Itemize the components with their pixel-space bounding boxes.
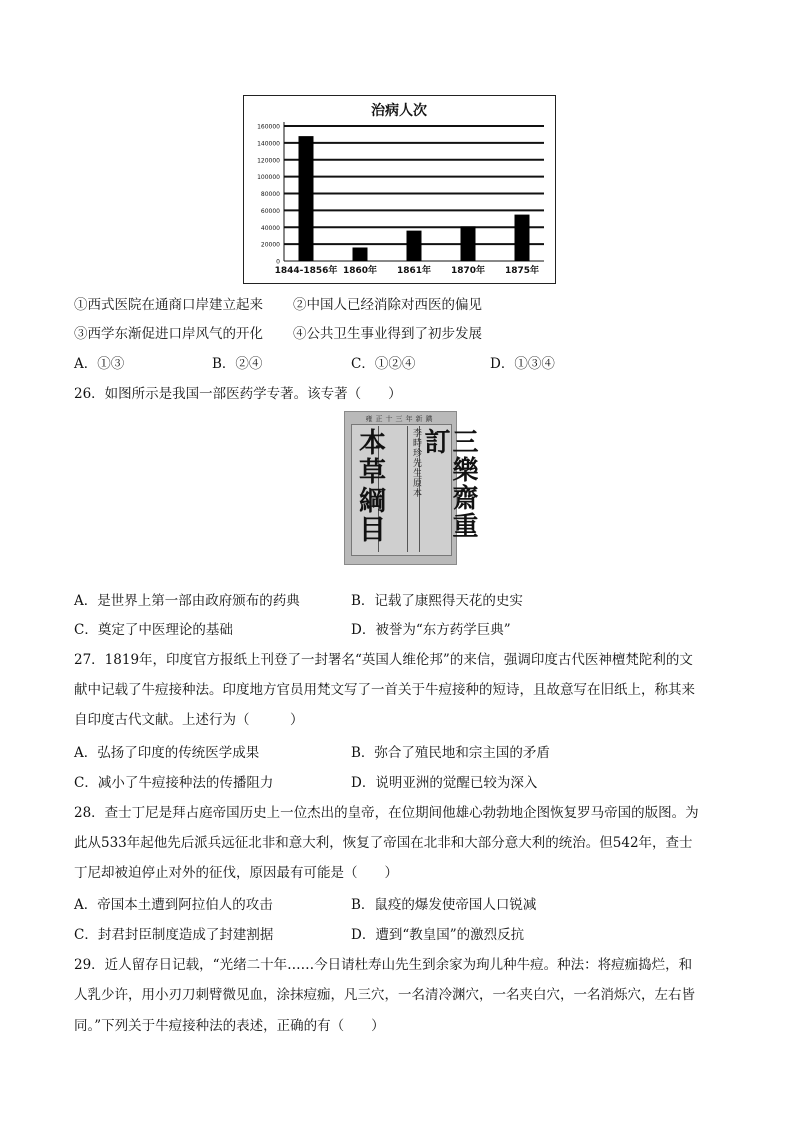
y-tick-label: 140000 bbox=[257, 140, 280, 148]
q28-choice-d[interactable]: D．遭到“教皇国”的激烈反抗 bbox=[351, 927, 525, 943]
y-tick-label: 100000 bbox=[257, 174, 280, 182]
q28-choice-a[interactable]: A．帝国本土遭到阿拉伯人的攻击 bbox=[74, 897, 273, 913]
x-tick-label: 1870年 bbox=[450, 266, 486, 276]
q26-choice-a[interactable]: A．是世界上第一部由政府颁布的药典 bbox=[74, 593, 300, 609]
q27-choice-d[interactable]: D．说明亚洲的觉醒已较为深入 bbox=[351, 775, 538, 791]
q25-option-4: ④公共卫生事业得到了初步发展 bbox=[293, 326, 482, 342]
q25-option-1: ①西式医院在通商口岸建立起来 bbox=[74, 297, 263, 313]
x-tick-label: 1861年 bbox=[396, 266, 432, 276]
y-tick-label: 120000 bbox=[257, 157, 280, 165]
q26-choice-d[interactable]: D．被誉为“东方药学巨典” bbox=[351, 622, 511, 638]
y-tick-label: 80000 bbox=[260, 191, 280, 198]
bar bbox=[353, 248, 368, 262]
bar bbox=[461, 226, 476, 261]
q25-option-2: ②中国人已经消除对西医的偏见 bbox=[293, 297, 482, 313]
q26-choice-b[interactable]: B．记载了康熙得天花的史实 bbox=[351, 593, 523, 609]
q26-choice-c[interactable]: C．奠定了中医理论的基础 bbox=[74, 622, 233, 638]
bar bbox=[515, 215, 530, 261]
y-tick-label: 40000 bbox=[260, 224, 280, 232]
x-tick-label: 1860年 bbox=[342, 266, 378, 276]
book-top-label: 雍正十三年新鐫 bbox=[365, 415, 436, 423]
book-publisher: 三樂齋重訂 bbox=[420, 428, 478, 540]
q25-choice-b[interactable]: B．②④ bbox=[212, 356, 263, 372]
q28-stem-line-1: 28．查士丁尼是拜占庭帝国历史上一位杰出的皇帝，在位期间他雄心勃勃地企图恢复罗马帝国的版图。为 bbox=[74, 805, 699, 821]
q29-stem-line-3: 同。”下列关于牛痘接种法的表述，正确的有（ ） bbox=[74, 1018, 385, 1034]
chart-title: 治病人次 bbox=[371, 103, 427, 119]
q28-stem-line-3: 丁尼却被迫停止对外的征伐，原因最有可能是（ ） bbox=[74, 865, 398, 881]
y-tick-label: 0 bbox=[276, 258, 280, 266]
x-tick-label: 1844-1856年 bbox=[274, 266, 338, 276]
book-title: 本草綱目 bbox=[354, 428, 385, 544]
x-tick-label: 1875年 bbox=[504, 266, 540, 276]
q29-stem-line-1: 29．近人留存日记载，“光绪二十年……今日请杜寿山先生到余家为珣儿种牛痘。种法：将痘痂捣烂，和 bbox=[74, 957, 693, 973]
q26-stem: 26．如图所示是我国一部医药学专著。该专著（ ） bbox=[74, 386, 402, 402]
book-author: 李時珍先生原本 bbox=[411, 428, 421, 498]
q28-stem-line-2: 此从533年起他先后派兵远征北非和意大利，恢复了帝国在北非和大部分意大利的统治。但542年，查士 bbox=[74, 835, 693, 851]
q25-option-3: ③西学东渐促进口岸风气的开化 bbox=[74, 326, 263, 342]
y-tick-label: 160000 bbox=[257, 123, 280, 131]
q27-stem-line-3: 自印度古代文献。上述行为（ ） bbox=[74, 712, 304, 728]
q27-stem-line-2: 献中记载了牛痘接种法。印度地方官员用梵文写了一首关于牛痘接种的短诗，且故意写在旧纸上，称其来 bbox=[74, 682, 695, 698]
q25-choice-c[interactable]: C．①②④ bbox=[351, 356, 416, 372]
bar-chart bbox=[243, 95, 556, 284]
q25-choice-d[interactable]: D．①③④ bbox=[490, 356, 555, 372]
q29-stem-line-2: 人乳少许，用小刃刀刺臂微见血，涂抹痘痂，凡三穴，一名清冷渊穴，一名夹白穴，一名消烁穴，左右皆 bbox=[74, 987, 695, 1003]
y-tick-label: 60000 bbox=[260, 207, 280, 215]
bar bbox=[407, 231, 422, 261]
book-divider bbox=[407, 426, 408, 552]
q27-choice-b[interactable]: B．弥合了殖民地和宗主国的矛盾 bbox=[351, 745, 550, 761]
chart-svg bbox=[244, 96, 555, 283]
q27-stem-line-1: 27．1819年，印度官方报纸上刊登了一封署名“英国人维伦邦”的来信，强调印度古代医神檀梵陀利的文 bbox=[74, 652, 693, 668]
q28-choice-c[interactable]: C．封君封臣制度造成了封建割据 bbox=[74, 927, 274, 943]
book-cover-image bbox=[344, 411, 478, 565]
q27-choice-c[interactable]: C．减小了牛痘接种法的传播阻力 bbox=[74, 775, 274, 791]
q27-choice-a[interactable]: A．弘扬了印度的传统医学成果 bbox=[74, 745, 260, 761]
y-tick-label: 20000 bbox=[260, 241, 280, 249]
q25-choice-a[interactable]: A．①③ bbox=[74, 356, 125, 372]
bar bbox=[299, 136, 314, 261]
q28-choice-b[interactable]: B．鼠疫的爆发使帝国人口锐减 bbox=[351, 897, 537, 913]
